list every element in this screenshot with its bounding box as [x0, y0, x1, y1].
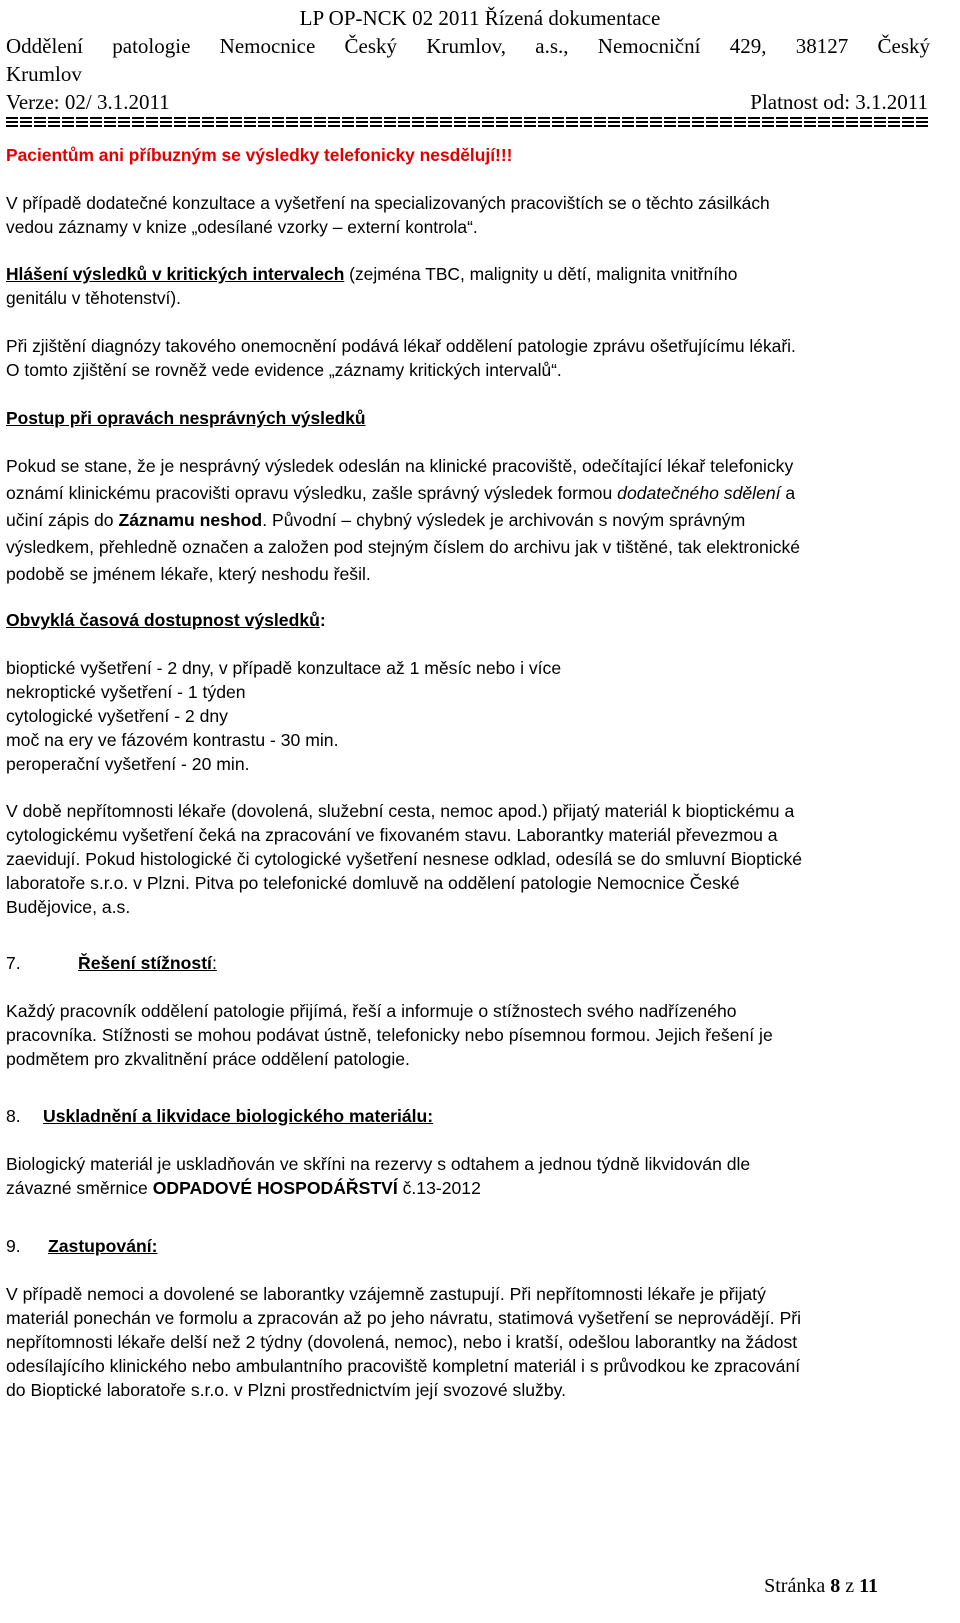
header-address-line1: Oddělení patologie Nemocnice Český Krumlov, a.s., Nemocniční 429, 38127 Český	[6, 34, 930, 58]
availability-item-2: nekroptické vyšetření - 1 týden	[6, 682, 246, 702]
page-number-sep: z	[840, 1575, 860, 1597]
section-8-line2-a: závazné směrnice	[6, 1178, 153, 1198]
absence-line-4: laboratoře s.r.o. v Plzni. Pitva po telefonické domluvě na oddělení patologie Nemocnice České	[6, 873, 740, 893]
warning-text: Pacientům ani příbuzným se výsledky telefonicky nesdělují!!!	[6, 145, 513, 165]
availability-item-3: cytologické vyšetření - 2 dny	[6, 706, 228, 726]
section-8-line2-bold: ODPADOVÉ HOSPODÁŘSTVÍ	[152, 1178, 398, 1198]
page-number	[764, 1574, 878, 1598]
absence-line-5: Budějovice, a.s.	[6, 897, 131, 917]
section-9-title: Zastupování:	[48, 1236, 158, 1256]
section-7-line-1: Každý pracovník oddělení patologie přijímá, řeší a informuje o stížnostech svého nadřízeného	[6, 1001, 737, 1021]
critical-para-2: O tomto zjištění se rovněž vede evidence „záznamy kritických intervalů“.	[6, 360, 562, 380]
section-8-number: 8.	[6, 1106, 21, 1126]
page-number-current: 8	[830, 1575, 841, 1597]
corrections-line3-b: . Původní – chybný výsledek je archivován s novým správným	[262, 510, 746, 530]
header-version: Verze: 02/ 3.1.2011	[6, 90, 170, 114]
document-title: LP OP-NCK 02 2011 Řízená dokumentace	[299, 6, 661, 30]
corrections-line3-a: učiní zápis do	[6, 510, 119, 530]
corrections-line-1: Pokud se stane, že je nesprávný výsledek odeslán na klinické pracoviště, odečítající lékař telefonicky	[6, 456, 794, 476]
header-address-line2: Krumlov	[6, 62, 82, 86]
critical-para-1: Při zjištění diagnózy takového onemocnění podává lékař oddělení patologie zprávu ošetřujícímu lékaři.	[6, 336, 796, 356]
section-9-line-2: materiál ponechán ve formolu a zpracován až po jeho návratu, statimová vyšetření se neprovádějí. Při	[6, 1308, 802, 1328]
section-7-title: Řešení stížností	[78, 953, 212, 973]
corrections-heading: Postup při opravách nesprávných výsledků	[6, 408, 366, 428]
corrections-line2-a: oznámí klinickému pracovišti opravu výsledku, zašle správný výsledek formou	[6, 483, 618, 503]
absence-line-2: cytologickému vyšetření čeká na zpracování ve fixovaném stavu. Laborantky materiál převezmou a	[6, 825, 778, 845]
availability-item-5: peroperační vyšetření - 20 min.	[6, 754, 250, 774]
section-9-line-4: odesílajícího klinického nebo ambulantního pracoviště kompletní materiál i s průvodkou ke zpracování	[6, 1356, 801, 1376]
corrections-line-2	[6, 481, 930, 505]
section-9-line-3: nepřítomnosti lékaře delší než 2 týdny (dovolená, nemoc), nebo i kratší, odešlou laborantky na žádost	[6, 1332, 798, 1352]
availability-item-1: bioptické vyšetření - 2 dny, v případě konzultace až 1 měsíc nebo i více	[6, 658, 562, 678]
availability-heading-colon: :	[319, 610, 326, 630]
corrections-line2-b: a	[780, 483, 796, 503]
section-7-line-3: podmětem pro zkvalitnění práce oddělení patologie.	[6, 1049, 410, 1069]
corrections-line-5: podobě se jménem lékaře, který neshodu řešil.	[6, 564, 371, 584]
section-9-number: 9.	[6, 1236, 21, 1256]
section-8-title: Uskladnění a likvidace biologického materiálu:	[43, 1106, 434, 1126]
section-9-line-5: do Bioptické laboratoře s.r.o. v Plzni prostřednictvím její svozové služby.	[6, 1380, 566, 1400]
section-8-line-2	[6, 1176, 930, 1200]
critical-heading: Hlášení výsledků v kritických intervalech	[6, 264, 345, 284]
availability-heading-line	[6, 608, 930, 632]
critical-line1-rest: (zejména TBC, malignity u dětí, malignita vnitřního	[344, 264, 738, 284]
page-number-prefix: Stránka	[764, 1575, 831, 1597]
corrections-line-3	[6, 508, 930, 532]
critical-line-2: genitálu v těhotenství).	[6, 288, 181, 308]
section-7-title-line	[78, 951, 217, 975]
absence-line-1: V době nepřítomnosti lékaře (dovolená, služební cesta, nemoc apod.) přijatý materiál k bioptickému a	[6, 801, 795, 821]
consult-line-1: V případě dodatečné konzultace a vyšetření na specializovaných pracovištích se o těchto zásilkách	[6, 193, 770, 213]
page-number-total: 11	[859, 1575, 878, 1597]
absence-line-3: zaevidují. Pokud histologické či cytologické vyšetření nesnese odklad, odesílá se do smluvní Bioptické	[6, 849, 803, 869]
corrections-line3-bold: Záznamu neshod	[118, 510, 263, 530]
header-separator	[6, 117, 930, 128]
availability-item-4: moč na ery ve fázovém kontrastu - 30 min.	[6, 730, 339, 750]
section-9-line-1: V případě nemoci a dovolené se laborantky vzájemně zastupují. Při nepřítomnosti lékaře je přijatý	[6, 1284, 766, 1304]
critical-line-1	[6, 262, 930, 286]
consult-line-2: vedou záznamy v knize „odesílané vzorky – externí kontrola“.	[6, 217, 478, 237]
section-7-number: 7.	[6, 953, 21, 973]
corrections-line-4: výsledkem, přehledně označen a založen pod stejným číslem do archivu jak v tištěné, tak elektronické	[6, 537, 801, 557]
header-validity: Platnost od: 3.1.2011	[750, 90, 928, 114]
section-8-line2-b: č.13-2012	[397, 1178, 481, 1198]
corrections-line2-italic: dodatečného sdělení	[617, 483, 781, 503]
section-8-line-1: Biologický materiál je uskladňován ve skříni na rezervy s odtahem a jednou týdně likvidován dle	[6, 1154, 751, 1174]
availability-heading: Obvyklá časová dostupnost výsledků	[6, 610, 320, 630]
section-7-line-2: pracovníka. Stížnosti se mohou podávat ústně, telefonicky nebo písemnou formou. Jejich řešení je	[6, 1025, 773, 1045]
section-7-colon: :	[211, 953, 217, 973]
